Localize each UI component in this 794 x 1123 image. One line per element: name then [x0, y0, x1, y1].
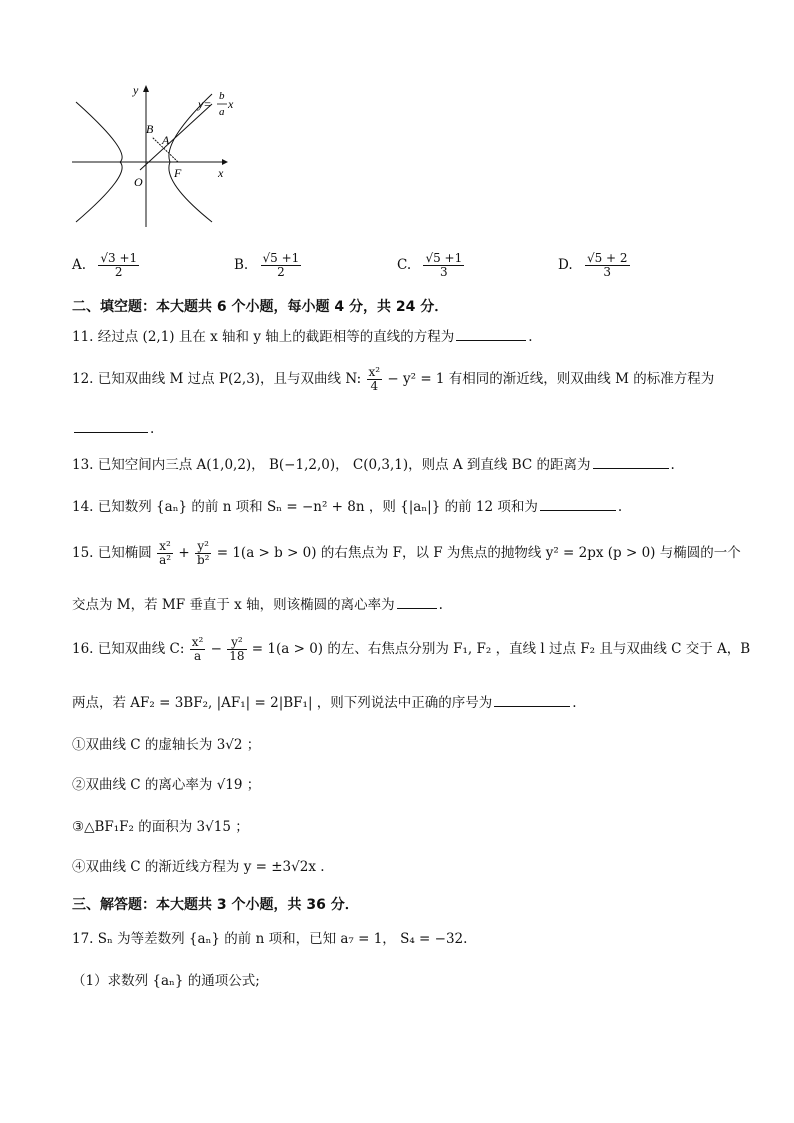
q12-text-b: − y² = 1 有相同的渐近线，则双曲线 M 的标准方程为 [387, 371, 715, 387]
question-13 [72, 456, 675, 474]
q14-text: 14. 已知数列 {aₙ} 的前 n 项和 Sₙ = −n² + 8n ，则 {|aₙ|} 的前 12 项和为 [72, 499, 538, 515]
option-a-letter: A. [72, 257, 87, 273]
q16-text-b: = 1(a > 0) 的左、右焦点分别为 F₁, F₂ ，直线 l 过点 F₂ 且与双曲线 C 交于 A，B [251, 641, 751, 657]
q15-text-a: 15. 已知椭圆 [72, 545, 152, 561]
q16-text-a: 16. 已知双曲线 C: [72, 641, 185, 657]
question-12-line2 [72, 420, 154, 438]
q11-text: 11. 经过点 (2,1) 且在 x 轴和 y 轴上的截距相等的直线的方程为 [72, 329, 455, 345]
point-f-label: F [174, 166, 182, 180]
hyperbola-figure [62, 82, 262, 232]
q12-end: . [150, 421, 155, 437]
q14-end: . [617, 499, 623, 515]
asymptote-label-lhs: y= [198, 97, 212, 111]
question-15-line2 [72, 596, 443, 614]
statement-2: ②双曲线 C 的离心率为 √19 ； [72, 777, 261, 793]
q16-frac2 [227, 636, 246, 663]
asymptote-line [140, 104, 212, 170]
q15-frac1-den: a² [159, 553, 172, 567]
q12-frac-den: 4 [370, 379, 379, 393]
q13-text: 13. 已知空间内三点 A(1,0,2)， B(−1,2,0)， C(0,3,1)，则点 A 到直线 BC 的距离为 [72, 457, 591, 473]
asymptote-label-var: x [228, 97, 234, 111]
option-d-letter: D. [558, 257, 573, 273]
q11-end: . [528, 329, 533, 345]
q15-frac1 [157, 540, 173, 567]
q15-frac2-num: y² [195, 540, 212, 554]
q13-end: . [670, 457, 675, 473]
q16-minus: − [210, 641, 222, 657]
option-c-num: √5 +1 [425, 251, 463, 265]
q15-answer-blank[interactable] [397, 596, 437, 609]
q15-frac2 [195, 540, 212, 567]
option-d-frac [585, 252, 630, 279]
section3-title: 三、解答题：本大题共 3 个小题，共 36 分． [72, 897, 359, 913]
q15-end: . [438, 597, 443, 613]
question-17: 17. Sₙ 为等差数列 {aₙ} 的前 n 项和，已知 a₇ = 1， S₄ = −32. [72, 931, 468, 947]
x-axis-arrow [222, 159, 228, 165]
statement-4: ④双曲线 C 的渐近线方程为 y = ±3√2x . [72, 859, 325, 875]
statement-3: ③△BF₁F₂ 的面积为 3√15 ； [72, 819, 249, 835]
question-14 [72, 498, 622, 516]
section2-title: 二、填空题：本大题共 6 个小题，每小题 4 分，共 24 分． [72, 299, 449, 315]
hyperbola-right-branch [169, 94, 212, 222]
q13-answer-blank[interactable] [593, 456, 669, 469]
q16-answer-blank[interactable] [494, 694, 570, 707]
q12-text-a: 12. 已知双曲线 M 过点 P(2,3)，且与双曲线 N: [72, 371, 362, 387]
point-a-label: A [162, 133, 170, 147]
option-a-den: 2 [114, 265, 123, 279]
q12-frac-num: x² [368, 365, 381, 379]
option-d-num: √5 + 2 [586, 251, 628, 265]
question-16 [72, 636, 750, 663]
q15-frac1-num: x² [157, 540, 173, 554]
q16-frac1-num: x² [191, 635, 204, 649]
option-b [234, 252, 302, 279]
option-a-num: √3 +1 [100, 251, 138, 265]
q15-plus: + [178, 545, 190, 561]
q16-frac1 [190, 636, 206, 663]
axis-x-label: x [218, 166, 224, 180]
option-c-den: 3 [440, 265, 448, 279]
q15-line2: 交点为 M，若 MF 垂直于 x 轴，则该椭圆的离心率为 [72, 597, 395, 613]
question-17-part1: （1）求数列 {aₙ} 的通项公式; [72, 973, 260, 989]
q12-answer-blank[interactable] [74, 420, 148, 433]
q16-frac1-den: a [193, 649, 202, 663]
question-16-line2 [72, 694, 577, 712]
option-b-den: 2 [277, 265, 285, 279]
point-o-label: O [134, 175, 143, 189]
q14-answer-blank[interactable] [540, 498, 616, 511]
axis-y-label: y [133, 83, 139, 97]
q16-line2: 两点，若 AF₂ = 3BF₂, |AF₁| = 2|BF₁| ，则下列说法中正确的序号为 [72, 695, 493, 711]
option-a [72, 252, 140, 279]
option-c [397, 252, 465, 279]
option-b-frac [261, 252, 302, 279]
y-axis-arrow [143, 85, 149, 92]
asymptote-label-num: b [219, 90, 225, 102]
option-c-frac [423, 252, 464, 279]
option-b-num: √5 +1 [262, 251, 300, 265]
q15-frac2-den: b² [196, 553, 210, 567]
q16-end: . [572, 695, 577, 711]
option-a-frac [98, 252, 139, 279]
q16-frac2-den: 18 [229, 649, 245, 663]
question-11 [72, 328, 533, 346]
point-b-label: B [146, 122, 154, 136]
option-d [558, 252, 631, 279]
question-15 [72, 540, 741, 567]
question-12 [72, 366, 714, 393]
q11-answer-blank[interactable] [456, 328, 526, 341]
q16-frac2-num: y² [227, 636, 246, 650]
option-d-den: 3 [603, 265, 612, 279]
option-c-letter: C. [397, 257, 412, 273]
option-b-letter: B. [234, 257, 249, 273]
statement-1: ①双曲线 C 的虚轴长为 3√2 ； [72, 737, 261, 753]
q15-text-b: = 1(a > b > 0) 的右焦点为 F，以 F 为焦点的抛物线 y² = 2px (p > 0) 与椭圆的一个 [216, 545, 741, 561]
asymptote-label-den: a [219, 106, 225, 118]
q12-frac [367, 366, 383, 393]
